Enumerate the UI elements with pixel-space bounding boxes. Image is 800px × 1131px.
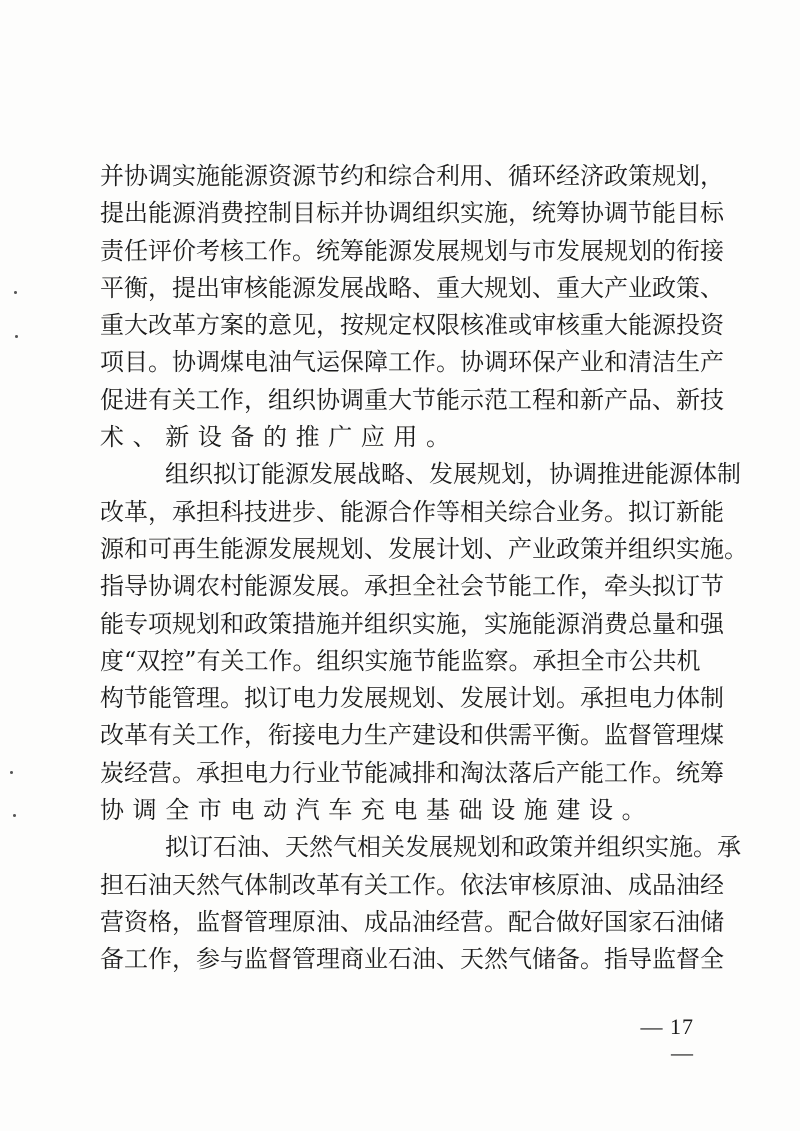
text-line: 度“双控”有关工作。组织实施节能监察。承担全市公共机	[100, 646, 701, 675]
text-line: 构节能管理。拟订电力发展规划、发展计划。承担电力体制	[100, 684, 724, 713]
scan-speck	[10, 771, 13, 774]
scan-speck	[14, 291, 17, 294]
text-line: 炭经营。承担电力行业节能减排和淘汰落后产能工作。统筹	[100, 758, 724, 787]
paragraph-1	[100, 158, 724, 456]
text-line: 源和可再生能源发展规划、发展计划、产业政策并组织实施。	[100, 534, 748, 563]
text-line: 拟订石油、天然气相关发展规划和政策并组织实施。承	[165, 833, 741, 862]
text-line: 项目。协调煤电油气运保障工作。协调环保产业和清洁生产	[100, 348, 724, 377]
text-line: 并协调实施能源资源节约和综合利用、循环经济政策规划，	[100, 162, 724, 190]
text-line: 平衡，提出审核能源发展战略、重大规划、重大产业政策、	[100, 273, 724, 302]
text-line: 改革有关工作，衔接电力生产建设和供需平衡。监督管理煤	[100, 721, 724, 750]
scan-speck	[13, 814, 16, 817]
text-line: 改革，承担科技进步、能源合作等相关综合业务。拟订新能	[100, 497, 724, 526]
scan-speck	[15, 335, 18, 338]
text-line: 重大改革方案的意见，按规定权限核准或审核重大能源投资	[100, 311, 724, 340]
paragraph-3	[100, 829, 741, 978]
page-number: — 17 —	[640, 1014, 694, 1065]
text-line: 促进有关工作，组织协调重大节能示范工程和新产品、新技	[100, 385, 724, 414]
text-line: 责任评价考核工作。统筹能源发展规划与市发展规划的衔接	[100, 236, 724, 265]
text-line: 营资格，监督管理原油、成品油经营。配合做好国家石油储	[100, 907, 724, 936]
paragraph-2	[100, 456, 748, 829]
text-line: 术、新设备的推广应用。	[100, 423, 459, 452]
text-line: 指导协调农村能源发展。承担全社会节能工作，牵头拟订节	[100, 572, 724, 601]
text-line: 协调全市电动汽车充电基础设施建设。	[100, 796, 655, 825]
text-line: 提出能源消费控制目标并协调组织实施，统筹协调节能目标	[100, 199, 724, 228]
text-line: 备工作，参与监督管理商业石油、天然气储备。指导监督全	[100, 945, 724, 974]
text-line: 组织拟订能源发展战略、发展规划，协调推进能源体制	[165, 460, 741, 489]
text-line: 能专项规划和政策措施并组织实施，实施能源消费总量和强	[100, 609, 724, 638]
body-text	[100, 158, 748, 979]
text-line: 担石油天然气体制改革有关工作。依法审核原油、成品油经	[100, 870, 724, 899]
